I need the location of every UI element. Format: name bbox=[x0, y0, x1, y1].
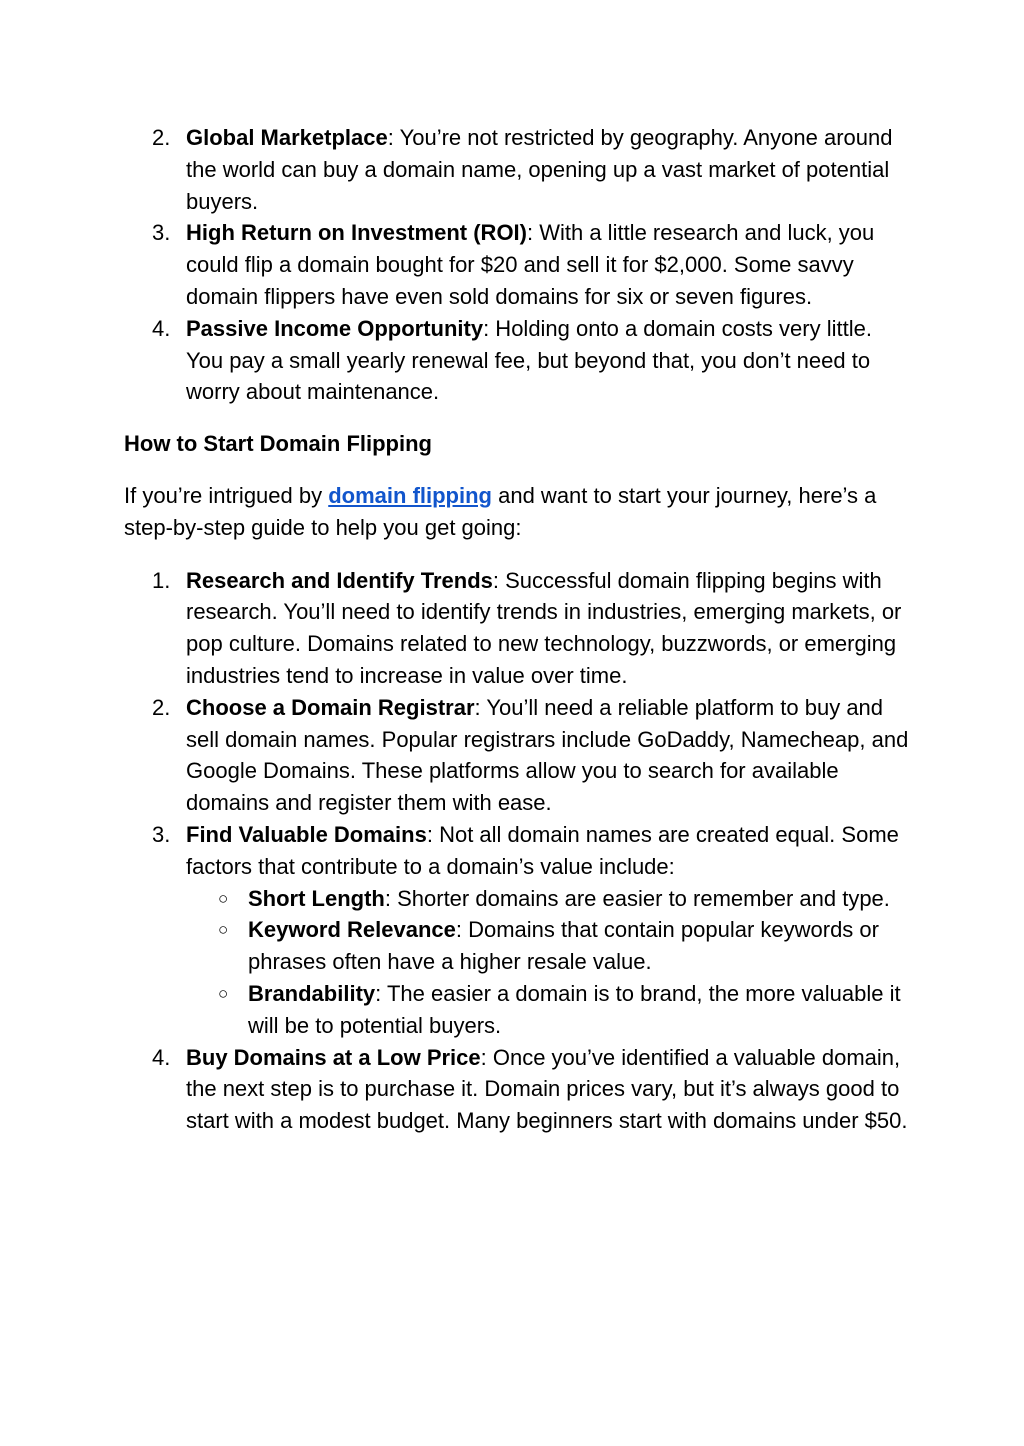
list-number: 4. bbox=[152, 315, 171, 341]
list-item bbox=[124, 1042, 914, 1137]
item-title: Global Marketplace bbox=[186, 125, 388, 150]
benefits-list bbox=[124, 122, 914, 408]
item-text: : With a little research and luck, you could flip a domain bought for $20 and sell it for $2,000. Some savvy domain flippers have even sold domains for six or seven figures. bbox=[186, 220, 875, 309]
list-number: 2. bbox=[152, 125, 171, 150]
sub-item-text: : Domains that contain popular keywords or phrases often have a higher resale value. bbox=[248, 917, 879, 975]
list-item bbox=[124, 122, 914, 217]
list-number: 3. bbox=[152, 821, 171, 847]
section-heading: How to Start Domain Flipping bbox=[124, 431, 432, 457]
item-title: Buy Domains at a Low Price bbox=[186, 1044, 481, 1070]
list-number: 4. bbox=[152, 1044, 171, 1070]
item-title: Passive Income Opportunity bbox=[186, 315, 484, 341]
list-number: 1. bbox=[152, 567, 171, 593]
sub-item-title: Short Length bbox=[248, 885, 385, 911]
list-item bbox=[124, 692, 914, 819]
list-number: 3. bbox=[152, 220, 171, 246]
item-title: High Return on Investment (ROI) bbox=[186, 220, 527, 246]
item-text: : You’ll need a reliable platform to buy and sell domain names. Popular registrars include GoDaddy, Namecheap, and Google Domains. These platforms allow you to search for available domains and register them with ease. bbox=[186, 694, 909, 816]
list-number: 2. bbox=[152, 694, 171, 720]
intro-text-after: and want to start your journey, here’s a step-by-step guide to help you get going: bbox=[124, 482, 877, 540]
domain-flipping-link[interactable]: domain flipping bbox=[328, 482, 492, 508]
document-page bbox=[124, 122, 914, 1137]
hollow-circle-bullet-icon: ○ bbox=[218, 983, 229, 1003]
hollow-circle-bullet-icon: ○ bbox=[218, 888, 229, 908]
factors-sublist bbox=[186, 883, 914, 1042]
list-item bbox=[124, 565, 914, 692]
sub-item-text: : Shorter domains are easier to remember and type. bbox=[384, 885, 890, 911]
sublist-item bbox=[186, 883, 914, 915]
list-item bbox=[124, 313, 914, 408]
item-title: Research and Identify Trends bbox=[186, 567, 493, 593]
list-item bbox=[124, 819, 914, 1042]
sub-item-title: Brandability bbox=[248, 980, 376, 1006]
sub-item-title: Keyword Relevance bbox=[248, 917, 456, 943]
hollow-circle-bullet-icon: ○ bbox=[218, 920, 229, 940]
intro-text-before: If you’re intrigued by bbox=[124, 482, 329, 508]
item-title: Find Valuable Domains bbox=[186, 821, 427, 847]
sublist-item bbox=[186, 914, 914, 978]
item-text: : Once you’ve identified a valuable domain, the next step is to purchase it. Domain prices vary, but it’s always good to start with a modest budget. Many beginners start with domains under $50. bbox=[186, 1044, 908, 1134]
intro-paragraph bbox=[124, 480, 914, 544]
item-text: : Holding onto a domain costs very little. You pay a small yearly renewal fee, but beyond that, you don’t need to worry about maintenance. bbox=[186, 315, 872, 405]
sub-item-text: : The easier a domain is to brand, the more valuable it will be to potential buyers. bbox=[248, 980, 901, 1038]
item-text: : Successful domain flipping begins with research. You’ll need to identify trends in industries, emerging markets, or pop culture. Domains related to new technology, buzzwords, or emerging industries tend to increase in value over time. bbox=[186, 567, 902, 688]
list-item bbox=[124, 217, 914, 312]
steps-list bbox=[124, 565, 914, 1137]
item-title: Choose a Domain Registrar bbox=[186, 694, 475, 720]
sublist-item bbox=[186, 978, 914, 1042]
item-text: : You’re not restricted by geography. Anyone around the world can buy a domain name, opening up a vast market of potential buyers. bbox=[186, 125, 893, 214]
item-text: : Not all domain names are created equal. Some factors that contribute to a domain’s value include: bbox=[186, 821, 899, 879]
